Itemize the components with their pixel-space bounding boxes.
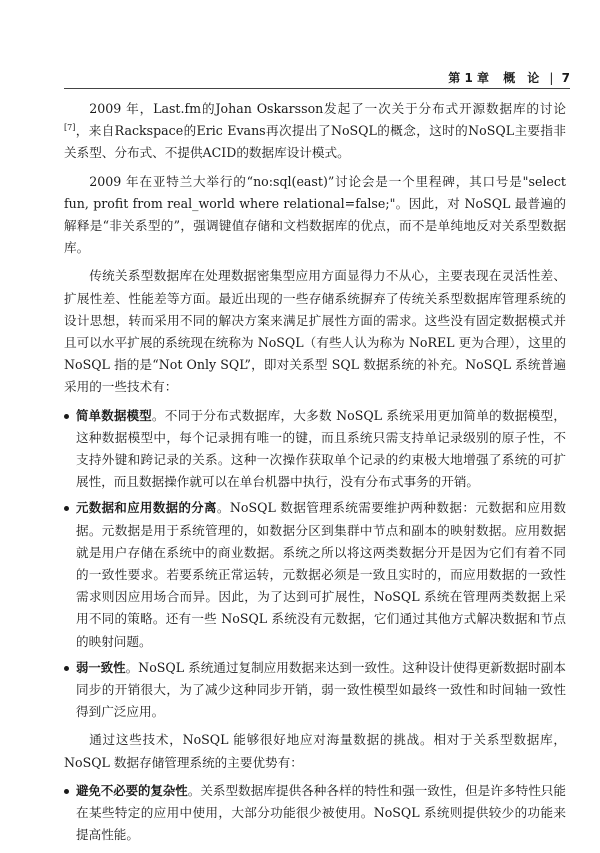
list-item-term: 避免不必要的复杂性	[76, 782, 188, 798]
bullet-icon	[64, 506, 69, 511]
list-item-text: 。关系型数据库提供各种各样的特性和强一致性，但是许多特性只能在某些特定的应用中使用，大部分功能很少被使用。NoSQL 系统则提供较少的功能来提高性能。	[76, 782, 567, 843]
header-rule	[64, 88, 570, 89]
paragraph-milestone: 2009 年在亚特兰大举行的“no:sql(east)”讨论会是一个里程碑，其口号是"select fun, profit from real_world where relational=false;"。因此，对 NoSQL 最普遍的解释是“非关系型的”，强调键值存储和文档数据库的优点，而不是单纯地反对关系型数据库。	[64, 173, 566, 256]
list-item	[64, 497, 566, 652]
citation-marker: [7]	[64, 123, 76, 133]
list-item-text: 。不同于分布式数据库，大多数 NoSQL 系统采用更加简单的数据模型，这种数据模型中，每个记录拥有唯一的键，而且系统只需支持单记录级别的原子性，不支持外键和跨记录的关系。这种一次操作获取单个记录的约束极大地增强了系统的可扩展性，而且数据操作就可以在单台机器中执行，没有分布式事务的开销。	[76, 407, 566, 490]
page-body	[64, 98, 566, 853]
page-number: 7	[561, 71, 570, 85]
page-header	[64, 69, 570, 87]
list-item	[64, 405, 566, 494]
bullet-icon	[64, 666, 69, 671]
list-item-term: 弱一致性	[76, 659, 126, 675]
list-item-term: 简单数据模型	[76, 407, 152, 423]
paragraph-history-rest: ，来自Rackspace的Eric Evans再次提出了NoSQL的概念，这时的NoSQL主要指非关系型、分布式、不提供ACID的数据库设计模式。	[64, 123, 566, 161]
chapter-label: 第 1 章	[448, 71, 490, 85]
advantages-list	[64, 780, 566, 847]
paragraph-traditional-db: 传统关系型数据库在处理数据密集型应用方面显得力不从心，主要表现在灵活性差、扩展性差、性能差等方面。最近出现的一些存储系统摒弃了传统关系型数据库管理系统的设计思想，转而采用不同的解决方案来满足扩展性方面的需求。这些没有固定数据模式并且可以水平扩展的系统现在统称为 NoSQL（有些人认为称为 NoREL 更为合理），这里的 NoSQL 指的是“Not Only SQL”，即对关系型 SQL 数据系统的补充。NoSQL 系统普遍采用的一些技术有：	[64, 268, 566, 395]
header-separator: |	[549, 71, 554, 85]
list-item	[64, 780, 566, 847]
list-item-text: 。NoSQL 系统通过复制应用数据来达到一致性。这种设计使得更新数据时副本同步的开销很大，为了减少这种同步开销，弱一致性模型如最终一致性和时间轴一致性得到广泛应用。	[76, 659, 567, 720]
list-item-term: 元数据和应用数据的分离	[76, 500, 217, 516]
bullet-icon	[64, 789, 69, 794]
chapter-title: 概 论	[503, 71, 540, 85]
paragraph-history-text: 2009 年，Last.fm的Johan Oskarsson发起了一次关于分布式开源数据库的讨论	[89, 101, 566, 116]
list-item-text: 。NoSQL 数据管理系统需要维护两种数据：元数据和应用数据。元数据是用于系统管理的，如数据分区到集群中节点和副本的映射数据。应用数据就是用户存储在系统中的商业数据。系统之所以将这两类数据分开是因为它们有着不同的一致性要求。若要系统正常运转，元数据必须是一致且实时的，而应用数据的一致性需求则因应用场合而异。因此，为了达到可扩展性，NoSQL 系统在管理两类数据上采用不同的策略。还有一些 NoSQL 系统没有元数据，它们通过其他方式解决数据和节点的映射问题。	[76, 500, 567, 649]
paragraph-history	[64, 98, 566, 165]
paragraph-advantages-intro: 通过这些技术，NoSQL 能够很好地应对海量数据的挑战。相对于关系型数据库，NoSQL 数据存储管理系统的主要优势有：	[64, 732, 566, 770]
techniques-list	[64, 405, 566, 724]
list-item	[64, 657, 566, 724]
bullet-icon	[64, 414, 69, 419]
